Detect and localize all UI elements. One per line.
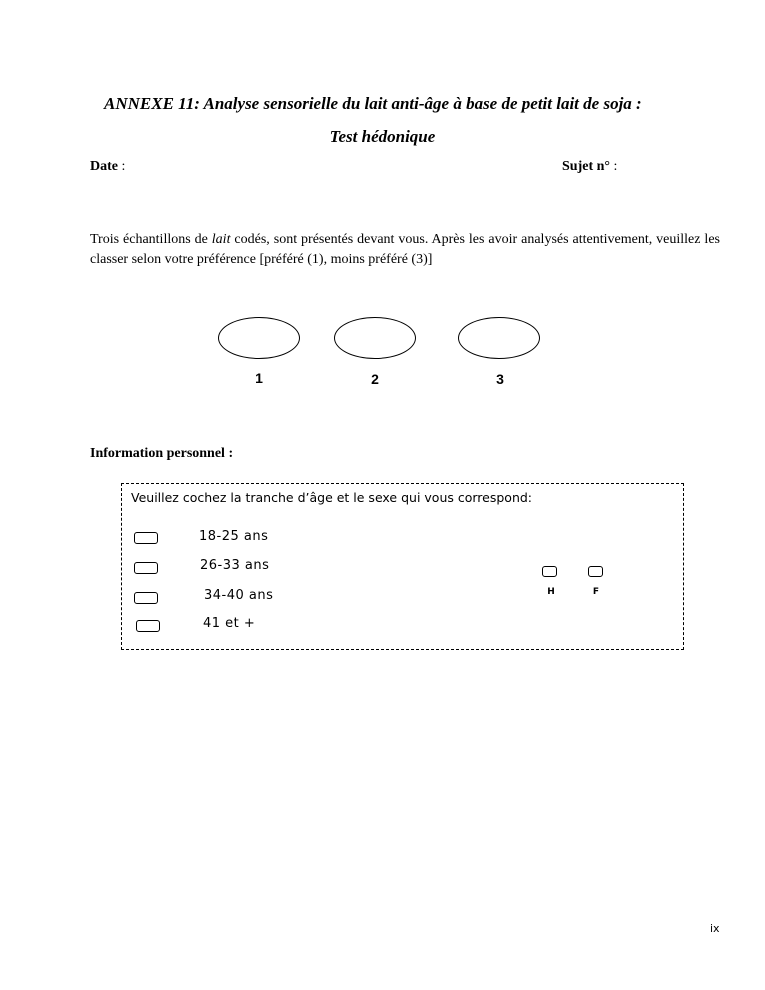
age-label-18-25: 18-25 ans — [199, 529, 269, 544]
page-number: ix — [710, 922, 720, 935]
ranking-number-3: 3 — [496, 371, 504, 387]
personal-info-heading: Information personnel : — [90, 446, 234, 461]
date-label: Date — [90, 159, 118, 174]
sex-label-h: H — [547, 587, 555, 597]
instructions-part2: codés, sont présentés devant vous. Après les avoir analysés attentivement, veuillez les classer selon votre préférence [préféré (1), moins préféré (3)] — [90, 232, 720, 267]
age-checkbox-26-33[interactable] — [134, 562, 158, 574]
age-checkbox-41-plus[interactable] — [136, 620, 160, 632]
ranking-oval-1[interactable] — [218, 317, 300, 359]
sex-label-f: F — [592, 587, 600, 597]
page-subtitle: Test hédonique — [329, 127, 436, 146]
ranking-oval-3[interactable] — [458, 317, 540, 359]
sex-checkbox-h[interactable] — [542, 566, 557, 577]
sex-checkbox-f[interactable] — [588, 566, 603, 577]
date-separator: : — [118, 159, 126, 174]
age-checkbox-34-40[interactable] — [134, 592, 158, 604]
subject-separator: : — [610, 159, 618, 174]
ranking-number-1: 1 — [255, 370, 263, 386]
age-label-26-33: 26-33 ans — [200, 558, 270, 573]
subject-field — [562, 159, 617, 175]
age-checkbox-18-25[interactable] — [134, 532, 158, 544]
personal-info-instruction: Veuillez cochez la tranche d’âge et le sexe qui vous correspond: — [131, 490, 533, 505]
age-label-34-40: 34-40 ans — [204, 588, 274, 603]
subject-label: Sujet n° — [562, 159, 610, 174]
instructions-italic: lait — [211, 232, 231, 247]
instructions-paragraph — [90, 230, 720, 270]
ranking-oval-2[interactable] — [334, 317, 416, 359]
instructions-part1: Trois échantillons de — [90, 232, 212, 247]
date-field — [90, 159, 125, 175]
age-label-41-plus: 41 et + — [203, 616, 256, 631]
page-title: ANNEXE 11: Analyse sensorielle du lait anti-âge à base de petit lait de soja : — [104, 94, 642, 113]
ranking-number-2: 2 — [371, 371, 379, 387]
